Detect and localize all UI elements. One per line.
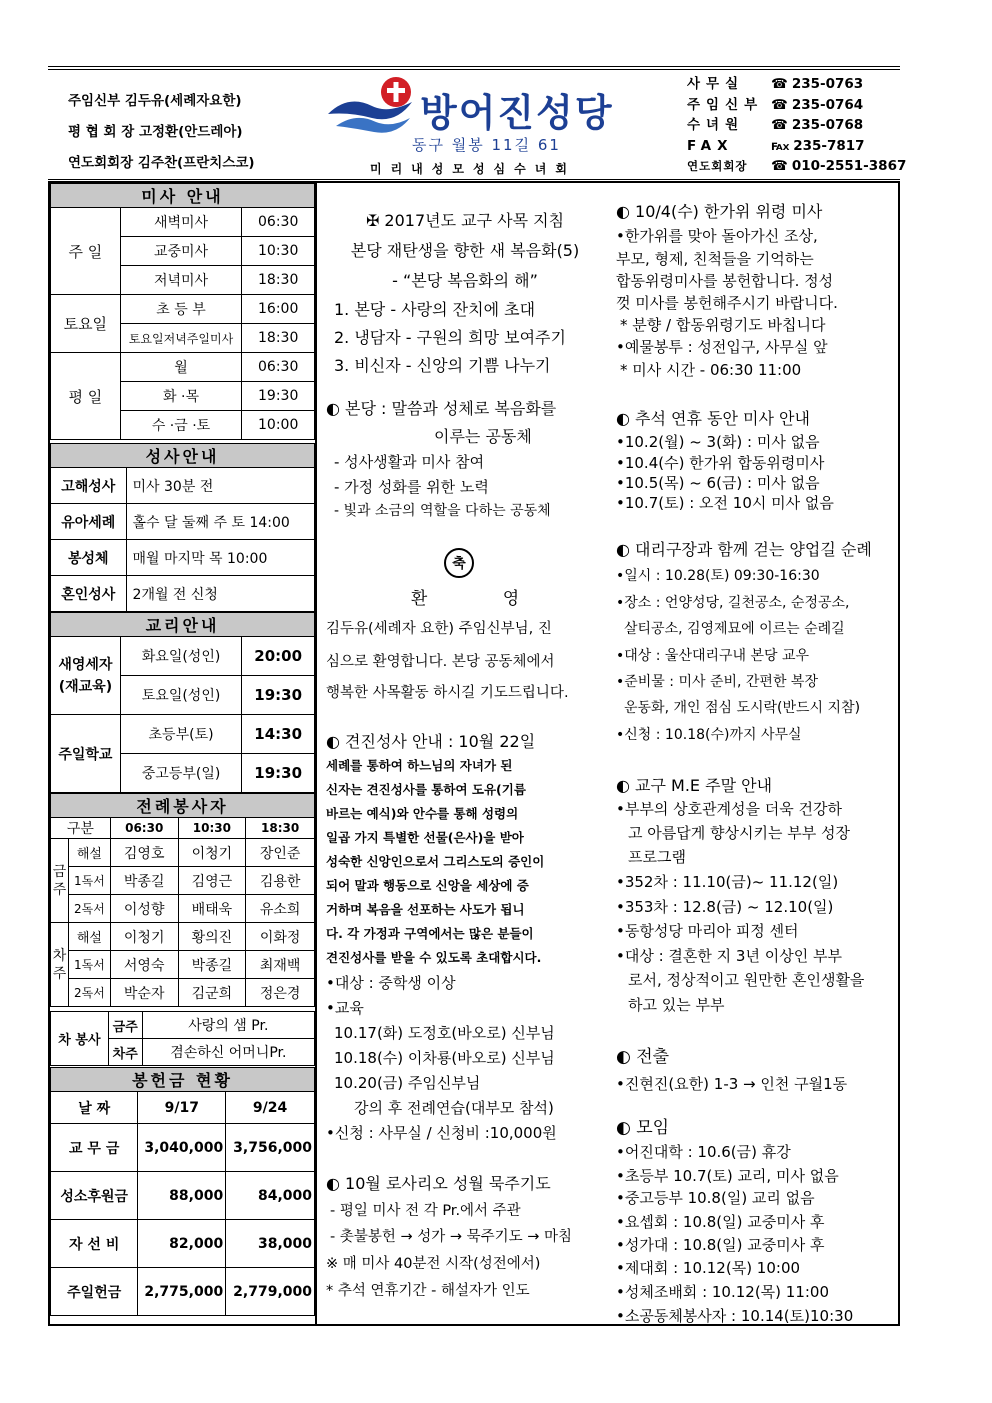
offering-value: 2,779,000 — [226, 1268, 315, 1316]
offering-value: 2,775,000 — [138, 1268, 226, 1316]
confirmation-item: 10.17(화) 도정호(바오로) 신부님 — [334, 1024, 555, 1042]
policy-item: 2. 냉담자 - 구원의 희망 보여주기 — [334, 328, 566, 347]
mass-time: 10:30 — [242, 237, 315, 266]
policy-item: 1. 본당 - 사랑의 잔치에 초대 — [334, 300, 536, 319]
rosary-item: * 추석 연휴기간 - 해설자가 인도 — [326, 1283, 530, 1299]
sacrament-name: 혼인성사 — [51, 576, 127, 612]
meeting-item: •소공동체봉사자 : 10.14(토)10:30 — [616, 1307, 854, 1325]
confirmation-text: 신자는 견진성사를 통하여 도유(기름 — [326, 782, 526, 797]
meeting-item: •성체조배회 : 10.12(목) 11:00 — [616, 1283, 830, 1301]
mass-name: 초 등 부 — [120, 295, 242, 324]
confirmation-text: 성숙한 신앙인으로서 그리스도의 증인이 — [326, 854, 545, 869]
confirmation-text: 다. 각 가정과 구역에서는 많은 분들이 — [326, 926, 534, 941]
hangawi-text: 껏 미사를 봉헌해주시기 바랍니다. — [616, 294, 838, 312]
mass-group-sunday: 주 일 — [51, 208, 121, 295]
contact-number: 235-0763 — [791, 76, 864, 92]
doctrine-group-sunday-school: 주일학교 — [51, 715, 121, 793]
server-name: 배태욱 — [178, 895, 246, 923]
contact-list — [687, 74, 906, 177]
confirmation-item: •교육 — [326, 999, 364, 1017]
pilgrimage-heading: ◐ 대리구장과 함께 걷는 양업길 순례 — [616, 540, 872, 559]
server-name: 최재백 — [246, 951, 315, 979]
transfer-heading: ◐ 전출 — [616, 1047, 670, 1067]
server-name: 박종길 — [178, 951, 246, 979]
servers-col-header: 06:30 — [110, 818, 178, 839]
phone-icon: ☎ — [771, 96, 788, 113]
council-president-line: 평 협 회 장 고정환(안드레아) — [68, 124, 243, 140]
parish-heading: ◐ 본당 : 말씀과 성체로 복음화를 — [326, 399, 557, 418]
offering-title: 봉헌금 현황 — [51, 1068, 315, 1092]
offering-col-header: 9/17 — [138, 1092, 226, 1124]
pilgrimage-item: 살티공소, 김영제묘에 이르는 순례길 — [624, 621, 845, 637]
server-name: 정은경 — [246, 979, 315, 1007]
confirmation-text: 바르는 예식)와 안수를 통해 성령의 — [326, 806, 519, 821]
server-role: 1독서 — [68, 867, 110, 895]
sacrament-value: 홀수 달 둘째 주 토 14:00 — [126, 504, 314, 540]
server-name: 장인준 — [246, 839, 315, 867]
column-divider — [315, 181, 317, 1326]
server-name: 이청기 — [110, 923, 178, 951]
offering-name: 교 무 금 — [51, 1124, 138, 1172]
confirmation-item: 10.20(금) 주임신부님 — [334, 1074, 481, 1092]
header-bottom-rule — [48, 179, 900, 180]
mass-name: 교중미사 — [120, 237, 242, 266]
contact-convent — [687, 115, 906, 136]
doctrine-name: 토요일(성인) — [120, 676, 241, 715]
server-role: 2독서 — [68, 979, 110, 1007]
sacrament-name: 유아세례 — [51, 504, 127, 540]
pilgrimage-item: •신청 : 10.18(수)까지 사무실 — [616, 727, 802, 743]
mass-name: 새벽미사 — [120, 208, 242, 237]
contact-fax — [687, 136, 906, 157]
parish-item: - 가정 성화를 위한 노력 — [334, 478, 489, 496]
offering-value: 3,040,000 — [138, 1124, 226, 1172]
policy-item: 3. 비신자 - 신앙의 기쁨 나누기 — [334, 356, 551, 375]
meeting-item: •요셉회 : 10.8(일) 교중미사 후 — [616, 1213, 825, 1231]
contact-label: 사무실 — [687, 76, 745, 92]
contact-number: 235-7817 — [793, 137, 865, 154]
confirmation-text: 세례를 통하여 하느님의 자녀가 된 — [326, 758, 513, 773]
servers-week-this: 금주 — [51, 839, 69, 923]
servers-col-header: 18:30 — [246, 818, 315, 839]
welcome-text: 김두유(세례자 요한) 주임신부님, 진 — [326, 621, 552, 637]
server-name: 박종길 — [110, 867, 178, 895]
server-role: 해설 — [68, 839, 110, 867]
policy-subheading: 본당 재탄생을 향한 새 복음화(5) — [350, 241, 580, 260]
offering-value: 3,756,000 — [226, 1124, 315, 1172]
offering-value: 84,000 — [226, 1172, 315, 1220]
mass-group-weekday: 평 일 — [51, 353, 121, 440]
chuseok-item: •10.4(수) 한가위 합동위령미사 — [616, 454, 825, 472]
doctrine-name: 중고등부(일) — [120, 754, 241, 793]
confirmation-text: 되어 말과 행동으로 신앙을 세상에 증 — [326, 878, 529, 893]
server-name: 이화정 — [246, 923, 315, 951]
server-name: 김용한 — [246, 867, 315, 895]
car-group: 겸손하신 어머니Pr. — [142, 1039, 314, 1066]
me-item: •353차 : 12.8(금) ~ 12.10(일) — [616, 898, 834, 916]
offering-value: 38,000 — [226, 1220, 315, 1268]
server-name: 김영근 — [178, 867, 246, 895]
servers-table — [50, 793, 315, 1007]
confirmation-item: •대상 : 중학생 이상 — [326, 974, 456, 992]
pastor-line: 주임신부 김두유(세례자요한) — [68, 93, 242, 109]
sacrament-name: 봉성체 — [51, 540, 127, 576]
pilgrimage-item: •장소 : 언양성당, 길천공소, 순정공소, — [616, 595, 850, 611]
server-role: 1독서 — [68, 951, 110, 979]
server-name: 유소희 — [246, 895, 315, 923]
rosary-item: - 평일 미사 전 각 Pr.에서 주관 — [330, 1203, 521, 1219]
header-staff — [68, 86, 255, 179]
doctrine-group-catechumen-sub: (재교육) — [58, 678, 113, 695]
welcome-text: 행복한 사목활동 하시길 기도드립니다. — [326, 685, 569, 701]
server-name: 김영호 — [110, 839, 178, 867]
mass-time: 16:00 — [242, 295, 315, 324]
mass-schedule-table — [50, 183, 315, 440]
car-week: 차주 — [108, 1039, 142, 1066]
me-item: •동항성당 마리아 피정 센터 — [616, 922, 799, 940]
rosary-item: - 촛불봉헌 → 성가 → 묵주기도 → 마침 — [330, 1229, 573, 1245]
servers-week-next: 차주 — [51, 923, 69, 1007]
server-name: 김군희 — [178, 979, 246, 1007]
hangawi-text: •한가위를 맞아 돌아가신 조상, — [616, 227, 818, 245]
offering-name: 자 선 비 — [51, 1220, 138, 1268]
offering-col-header: 날 짜 — [51, 1092, 138, 1124]
me-item: •352차 : 11.10(금)~ 11.12(일) — [616, 873, 839, 891]
sacrament-value: 미사 30분 전 — [126, 468, 314, 504]
server-role: 해설 — [68, 923, 110, 951]
welcome-title: 환 영 — [410, 589, 520, 609]
transfer-item: •진현진(요한) 1-3 → 인천 구월1동 — [616, 1075, 848, 1093]
doctrine-title: 교리안내 — [51, 613, 315, 637]
chuseok-item: •10.5(목) ~ 6(금) : 미사 없음 — [616, 474, 820, 492]
doctrine-table — [50, 612, 315, 793]
mass-name: 화 ·목 — [120, 382, 242, 411]
contact-office — [687, 74, 906, 95]
contact-memorial-president — [687, 156, 906, 177]
sacrament-value: 매월 마지막 목 10:00 — [126, 540, 314, 576]
car-week: 금주 — [108, 1012, 142, 1039]
memorial-society-line: 연도회회장 김주찬(프란치스코) — [68, 155, 255, 171]
header-top-rule-2 — [48, 69, 900, 70]
meeting-item: •중고등부 10.8(일) 교리 없음 — [616, 1189, 815, 1207]
car-group: 사랑의 샘 Pr. — [142, 1012, 314, 1039]
hangawi-text: 부모, 형제, 친척들을 기억하는 — [616, 250, 814, 268]
pilgrimage-item: •대상 : 울산대리구내 본당 교우 — [616, 648, 810, 664]
contact-label: 주임신부 — [687, 96, 764, 113]
sacrament-name: 고해성사 — [51, 468, 127, 504]
contact-label: 수녀원 — [687, 117, 745, 133]
sacrament-table — [50, 443, 315, 612]
hangawi-text: 합동위령미사를 봉헌합니다. 정성 — [616, 272, 834, 290]
rosary-heading: ◐ 10월 로사리오 성월 묵주기도 — [326, 1174, 551, 1193]
hangawi-heading: ◐ 10/4(수) 한가위 위령 미사 — [616, 202, 823, 221]
doctrine-time: 19:30 — [242, 676, 315, 715]
server-name: 박순자 — [110, 979, 178, 1007]
parish-item: - 성사생활과 미사 참여 — [334, 453, 485, 471]
confirmation-heading: ◐ 견진성사 안내 : 10월 22일 — [326, 732, 536, 751]
mass-group-saturday: 토요일 — [51, 295, 121, 353]
servers-col-header: 10:30 — [178, 818, 246, 839]
church-logo-icon — [326, 72, 416, 144]
doctrine-time: 19:30 — [242, 754, 315, 793]
meeting-item: •초등부 10.7(토) 교리, 미사 없음 — [616, 1167, 839, 1185]
offering-table — [50, 1067, 315, 1316]
policy-theme: - “본당 복음화의 해” — [392, 271, 538, 290]
parish-item: - 빛과 소금의 역할을 다하는 공동체 — [334, 503, 551, 519]
me-item: 하고 있는 부부 — [628, 996, 725, 1014]
chuseok-item: •10.7(토) : 오전 10시 미사 없음 — [616, 494, 834, 512]
welcome-text: 심으로 환영합니다. 본당 공동체에서 — [326, 654, 555, 670]
confirmation-text: 거하며 복음을 선포하는 사도가 됩니 — [326, 902, 525, 917]
meeting-item: •성가대 : 10.8(일) 교중미사 후 — [616, 1236, 825, 1254]
mass-time: 10:00 — [242, 411, 315, 440]
server-name: 이성향 — [110, 895, 178, 923]
mass-time: 06:30 — [242, 208, 315, 237]
mass-name: 수 ·금 ·토 — [120, 411, 242, 440]
meeting-item: •제대회 : 10.12(목) 10:00 — [616, 1259, 801, 1277]
confirmation-text: 견진성사를 받을 수 있도록 초대합시다. — [326, 950, 542, 965]
mass-name: 월 — [120, 353, 242, 382]
pilgrimage-item: •일시 : 10.28(토) 09:30-16:30 — [616, 568, 820, 584]
mass-name: 저녁미사 — [120, 266, 242, 295]
server-name: 황의진 — [178, 923, 246, 951]
confirmation-item: 10.18(수) 이차룡(바오로) 신부님 — [334, 1049, 555, 1067]
contact-number: 235-0764 — [791, 96, 864, 113]
meeting-item: •어진대학 : 10.6(금) 휴강 — [616, 1143, 791, 1161]
me-item: 프로그램 — [628, 848, 686, 866]
pilgrimage-item: 운동화, 개인 점심 도시락(반드시 지참) — [624, 700, 861, 716]
mass-title: 미사 안내 — [51, 184, 315, 208]
fax-icon: ℻ — [771, 137, 790, 154]
contact-number: 010-2551-3867 — [791, 158, 907, 174]
phone-icon: ☎ — [771, 117, 788, 133]
church-address: 동구 월봉 11길 61 — [412, 136, 561, 154]
sacrament-value: 2개월 전 신청 — [126, 576, 314, 612]
chuseok-item: •10.2(월) ~ 3(화) : 미사 없음 — [616, 433, 820, 451]
car-volunteer-label: 차 봉사 — [51, 1012, 109, 1066]
doctrine-time: 20:00 — [242, 637, 315, 676]
offering-name: 주일헌금 — [51, 1268, 138, 1316]
me-item: 로서, 정상적이고 원만한 혼인생활을 — [628, 971, 865, 989]
hangawi-text: * 미사 시간 - 06:30 11:00 — [620, 361, 802, 379]
me-item: •대상 : 결혼한 지 3년 이상인 부부 — [616, 947, 842, 965]
offering-value: 88,000 — [138, 1172, 226, 1220]
mass-name: 토요일저녁주일미사 — [120, 324, 242, 353]
parish-heading-cont: 이루는 공동체 — [434, 427, 532, 446]
confirmation-item: 강의 후 전례연습(대부모 참석) — [354, 1099, 554, 1117]
car-volunteer-table — [50, 1011, 315, 1066]
pilgrimage-item: •준비물 : 미사 준비, 간편한 복장 — [616, 674, 818, 690]
doctrine-name: 화요일(성인) — [120, 637, 241, 676]
contact-pastor — [687, 95, 906, 116]
doctrine-name: 초등부(토) — [120, 715, 241, 754]
doctrine-group-catechumen: 새영세자 — [58, 656, 113, 673]
phone-icon: ☎ — [771, 76, 788, 92]
hangawi-text: •예물봉투 : 성전입구, 사무실 앞 — [616, 338, 828, 356]
mass-time: 18:30 — [242, 266, 315, 295]
offering-name: 성소후원금 — [51, 1172, 138, 1220]
confirmation-text: 일곱 가지 특별한 선물(은사)을 받아 — [326, 830, 524, 845]
contact-label: FAX — [687, 137, 734, 154]
confirmation-item: •신청 : 사무실 / 신청비 :10,000원 — [326, 1124, 557, 1142]
rosary-item: ※ 매 미사 40분전 시작(성전에서) — [326, 1256, 541, 1272]
mass-time: 19:30 — [242, 382, 315, 411]
me-heading: ◐ 교구 M.E 주말 안내 — [616, 776, 773, 795]
server-role: 2독서 — [68, 895, 110, 923]
chuseok-heading: ◐ 추석 연휴 동안 미사 안내 — [616, 409, 810, 428]
server-name: 이청기 — [178, 839, 246, 867]
header-top-rule — [48, 66, 900, 67]
me-item: •부부의 상호관계성을 더욱 건강하 — [616, 800, 843, 818]
doctrine-time: 14:30 — [242, 715, 315, 754]
servers-title: 전례봉사자 — [51, 794, 315, 818]
offering-col-header: 9/24 — [226, 1092, 315, 1124]
contact-number: 235-0768 — [791, 117, 864, 133]
policy-heading: ✠ 2017년도 교구 사목 지침 — [365, 211, 565, 230]
religious-society: 미리내성모성심수녀회 — [370, 162, 576, 176]
hangawi-text: * 분향 / 합동위령기도 바칩니다 — [620, 316, 826, 334]
sacrament-title: 성사안내 — [51, 444, 315, 468]
phone-icon: ☎ — [771, 158, 788, 174]
church-name: 방어진성당 — [420, 91, 614, 135]
mass-time: 18:30 — [242, 324, 315, 353]
servers-col-header: 구분 — [51, 818, 111, 839]
mass-time: 06:30 — [242, 353, 315, 382]
offering-value: 82,000 — [138, 1220, 226, 1268]
server-name: 서영숙 — [110, 951, 178, 979]
meeting-heading: ◐ 모임 — [616, 1118, 670, 1138]
me-item: 고 아름답게 향상시키는 부부 성장 — [628, 824, 850, 842]
congratulations-badge: 축 — [444, 548, 474, 578]
contact-label: 연도회회장 — [687, 159, 748, 173]
